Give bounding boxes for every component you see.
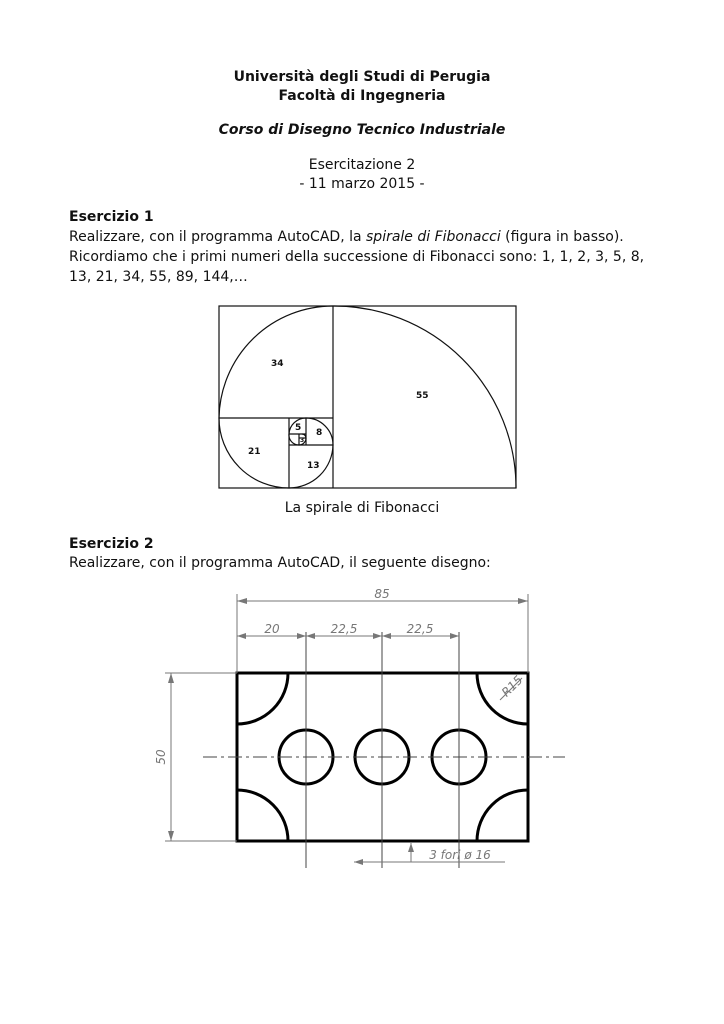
exercise1-title: Esercizio 1: [69, 209, 154, 225]
fib-outer-rect: [219, 306, 516, 488]
exercise2-title: Esercizio 2: [69, 536, 154, 552]
faculty-name: Facoltà di Ingegneria: [278, 88, 446, 104]
dim-radius: R15: [498, 672, 526, 700]
dim-left-offset: 20: [264, 622, 280, 636]
fibonacci-spiral: [219, 306, 516, 488]
fibonacci-figure: [219, 306, 516, 488]
dim-pitch-2: 22,5: [406, 622, 434, 636]
fib-label-5: 5: [295, 423, 302, 433]
corner-arc-bottom-right: [477, 790, 528, 841]
fib-label-13: 13: [307, 461, 320, 471]
exercise2-text: Realizzare, con il programma AutoCAD, il seguente disegno:: [69, 555, 491, 571]
exercise-set: Esercitazione 2: [308, 157, 416, 173]
university-name: Università degli Studi di Perugia: [233, 69, 491, 85]
dim-pitch-1: 22,5: [330, 622, 358, 636]
exercise1-text-before: Realizzare, con il programma AutoCAD, la: [69, 229, 367, 245]
fib-label-8: 8: [316, 428, 323, 438]
fibonacci-caption: La spirale di Fibonacci: [284, 500, 440, 516]
exercise1-text-after: (figura in basso). Ricordiamo che i primi numeri della successione di Fibonacci sono: 1, 1, 2, 3, 5, 8, 13, 21, 34, 55, 89, 144,…: [69, 229, 645, 285]
fib-label-55: 55: [416, 391, 429, 401]
dim-height: 50: [154, 749, 168, 765]
dim-total-width: 85: [374, 587, 390, 601]
corner-arc-bottom-left: [237, 790, 288, 841]
technical-drawing: [154, 587, 565, 868]
fib-label-21: 21: [248, 447, 261, 457]
dimension-arrows: [168, 598, 528, 865]
course-title: Corso di Disegno Tecnico Industriale: [218, 122, 506, 138]
fib-label-34: 34: [271, 359, 284, 369]
corner-arc-top-left: [237, 673, 288, 724]
date: - 11 marzo 2015 -: [299, 176, 425, 192]
fib-label-3: 3: [300, 437, 305, 444]
exercise1-text-italic: spirale di Fibonacci: [366, 229, 501, 245]
dim-holes: 3 fori ø 16: [429, 848, 491, 862]
